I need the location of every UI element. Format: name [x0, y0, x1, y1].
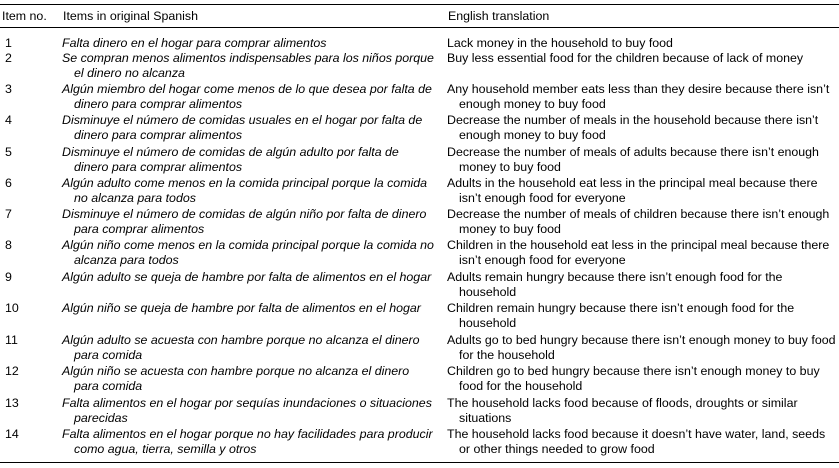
english-translation: The household lacks food because of floods, droughts or similar situations: [447, 396, 798, 425]
spanish-item: Disminuye el número de comidas de algún niño por falta de dinero para comprar alimentos: [62, 207, 427, 236]
table-row: [0, 364, 839, 394]
item-number: 14: [5, 427, 19, 441]
english-translation: Adults remain hungry because there isn’t enough food for the household: [447, 270, 783, 299]
english-translation: Children go to bed hungry because there isn’t enough money to buy food for the household: [447, 364, 820, 393]
item-number: 5: [5, 145, 12, 159]
table-row: [0, 51, 839, 81]
table-row: [0, 396, 839, 426]
table-row: [0, 238, 839, 268]
item-number: 7: [5, 207, 12, 221]
english-translation: The household lacks food because it doesn’t have water, land, seeds or other things needed to grow food: [447, 427, 826, 456]
table-row: [0, 427, 839, 457]
english-translation: Children in the household eat less in the principal meal because there isn’t enough food for everyone: [447, 238, 830, 267]
english-translation: Lack money in the household to buy food: [447, 36, 673, 50]
header-item-no: Item no.: [2, 9, 47, 23]
table-row: [0, 113, 839, 143]
spanish-item: Disminuye el número de comidas de algún adulto por falta de dinero para comprar alimentos: [62, 145, 399, 174]
english-translation: Adults in the household eat less in the principal meal because there isn’t enough food for everyone: [447, 176, 818, 205]
header-spanish: Items in original Spanish: [63, 9, 198, 23]
spanish-item: Algún niño se acuesta con hambre porque no alcanza el dinero para comida: [62, 364, 410, 393]
header-english: English translation: [448, 9, 550, 23]
table-row: [0, 176, 839, 206]
item-number: 1: [5, 36, 12, 50]
spanish-item: Algún miembro del hogar come menos de lo que desea por falta de dinero para comprar alimentos: [62, 82, 432, 111]
english-translation: Children remain hungry because there isn’t enough food for the household: [447, 301, 795, 330]
item-number: 13: [5, 396, 19, 410]
item-number: 11: [5, 333, 18, 347]
spanish-item: Falta dinero en el hogar para comprar alimentos: [62, 36, 327, 50]
spanish-item: Algún adulto se queja de hambre por falta de alimentos en el hogar: [62, 270, 432, 284]
table-bottom-rule: [0, 462, 839, 463]
item-number: 2: [5, 51, 12, 65]
table-row: [0, 82, 839, 112]
item-number: 9: [5, 270, 12, 284]
table-row: [0, 270, 839, 300]
english-translation: Decrease the number of meals of children because there isn’t enough money to buy food: [447, 207, 830, 236]
spanish-item: Algún niño se queja de hambre por falta de alimentos en el hogar: [62, 301, 421, 315]
item-number: 10: [5, 301, 19, 315]
item-number: 3: [5, 82, 12, 96]
english-translation: Decrease the number of meals of adults because there isn’t enough money to buy food: [447, 145, 819, 174]
spanish-item: Se compran menos alimentos indispensables para los niños porque el dinero no alcanza: [62, 51, 434, 80]
table-row: [0, 145, 839, 175]
english-translation: Adults go to bed hungry because there isn’t enough money to buy food for the household: [447, 333, 836, 362]
spanish-item: Algún adulto come menos en la comida principal porque la comida no alcanza para todos: [62, 176, 428, 205]
spanish-item: Falta alimentos en el hogar por sequías inundaciones o situaciones parecidas: [62, 396, 432, 425]
spanish-item: Disminuye el número de comidas usuales en el hogar por falta de dinero para comprar alimentos: [62, 113, 423, 142]
english-translation: Buy less essential food for the children because of lack of money: [447, 51, 804, 65]
table-header-rule: [0, 27, 839, 28]
item-number: 12: [5, 364, 19, 378]
spanish-item: Algún adulto se acuesta con hambre porque no alcanza el dinero para comida: [62, 333, 420, 362]
item-number: 8: [5, 238, 12, 252]
table-row: [0, 301, 839, 331]
item-number: 6: [5, 176, 12, 190]
spanish-item: Falta alimentos en el hogar porque no hay facilidades para producir como agua, tierra, semilla y otros: [62, 427, 433, 456]
spanish-item: Algún niño come menos en la comida principal porque la comida no alcanza para todos: [62, 238, 434, 267]
table-row: [0, 333, 839, 363]
english-translation: Any household member eats less than they desire because there isn’t enough money to buy food: [447, 82, 830, 111]
english-translation: Decrease the number of meals in the household because there isn’t enough money to buy food: [447, 113, 819, 142]
table-top-rule: [0, 4, 839, 5]
item-number: 4: [5, 113, 12, 127]
table-row: [0, 207, 839, 237]
